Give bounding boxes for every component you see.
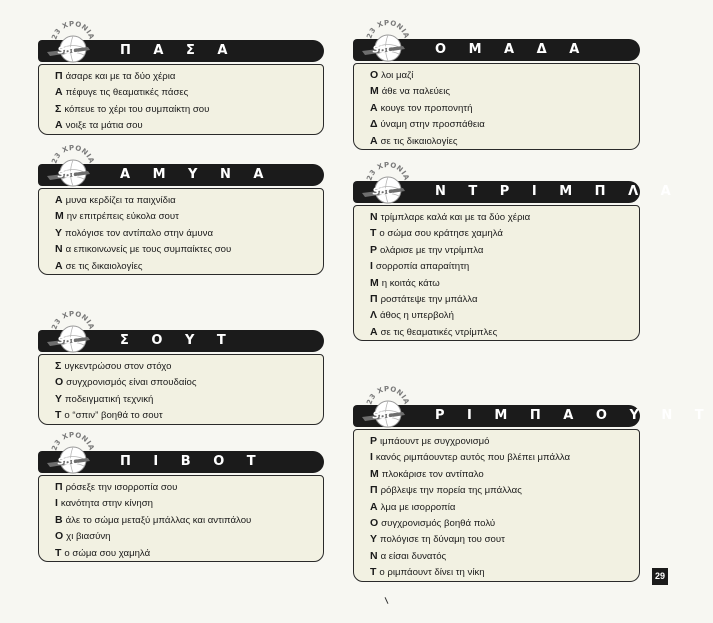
item-text: λοι μαζί (381, 70, 414, 81)
section-header (38, 143, 324, 186)
item-text: ο σώμα σου κράτησε χαμηλά (379, 228, 503, 240)
svg-text:23 ΧΡΟΝΙΑ: 23 ΧΡΟΝΙΑ (50, 309, 96, 331)
item-text: α είσαι δυνατός (380, 550, 447, 562)
initial-letter: Α (55, 119, 63, 132)
initial-letter: Τ (55, 409, 62, 422)
sbc-logo-icon (44, 19, 102, 65)
initial-letter: Π (370, 484, 378, 497)
section-box (38, 354, 324, 425)
list-item (39, 407, 323, 423)
svg-text:23 ΧΡΟΝΙΑ: 23 ΧΡΟΝΙΑ (50, 19, 96, 41)
section-header (38, 309, 324, 352)
list-item (39, 495, 323, 511)
initial-letter: Υ (55, 392, 63, 405)
list-item (354, 209, 639, 225)
sbc-logo-icon (359, 384, 417, 430)
list-item (354, 67, 639, 83)
list-item (354, 531, 639, 547)
initial-letter: Υ (370, 533, 378, 546)
scan-mark (385, 597, 389, 604)
initial-letter: Ν (55, 243, 63, 256)
initial-letter: Β (55, 513, 63, 526)
section-omada (353, 18, 640, 150)
list-item (39, 68, 323, 84)
item-text: ο σώμα σου χαμηλά (64, 547, 151, 559)
initial-letter: Π (55, 70, 63, 82)
item-text: ποδειγματική τεχνική (65, 393, 154, 405)
initial-letter: Ο (370, 516, 379, 529)
item-text: κανότητα στην κίνηση (60, 498, 153, 510)
item-text: συγχρονισμός είναι σπουδαίος (66, 377, 197, 389)
list-item (39, 528, 323, 544)
item-text: κουγε τον προπονητή (380, 102, 473, 114)
item-text: τρίμπλαρε καλά και με τα δύο χέρια (380, 212, 531, 223)
list-item (354, 275, 639, 291)
item-text: α επικοινωνείς με τους συμπαίκτες σου (65, 244, 232, 256)
list-item (39, 374, 323, 390)
list-item (354, 291, 639, 307)
item-text: ύναμη στην προσπάθεια (380, 119, 485, 131)
svg-text:SBC: SBC (57, 45, 79, 57)
page-number: 29 (652, 568, 668, 585)
list-item (354, 433, 639, 449)
section-box (38, 64, 324, 135)
initial-letter: Ο (55, 376, 64, 389)
list-item (39, 241, 323, 257)
initial-letter: Α (55, 86, 63, 99)
item-text: άσαρε και με τα δύο χέρια (65, 71, 176, 82)
list-item (354, 258, 639, 274)
list-item (39, 391, 323, 407)
initial-letter: Τ (370, 227, 377, 240)
initial-letter: Ρ (370, 243, 378, 256)
initial-letter: Ν (370, 211, 378, 223)
item-text: πλοκάρισε τον αντίπαλο (381, 468, 484, 480)
initial-letter: Μ (370, 467, 379, 480)
initial-letter: Σ (55, 360, 62, 372)
svg-text:SBC: SBC (372, 410, 394, 422)
item-text: άθος η υπερβολή (380, 310, 454, 322)
section-box (38, 188, 324, 275)
list-item (354, 133, 639, 149)
svg-text:23 ΧΡΟΝΙΑ: 23 ΧΡΟΝΙΑ (50, 430, 96, 452)
list-item (354, 307, 639, 323)
initial-letter: Υ (55, 226, 63, 239)
item-text: ην επιτρέπεις εύκολα σουτ (66, 211, 179, 223)
section-header (38, 430, 324, 473)
initial-letter: Ι (55, 497, 58, 510)
list-item (354, 564, 639, 580)
section-header (38, 19, 324, 62)
list-item (354, 515, 639, 531)
item-text: σε τις θεαματικές ντρίμπλες (380, 326, 498, 338)
sbc-logo-icon (44, 309, 102, 355)
list-item (354, 83, 639, 99)
initial-letter: Τ (55, 546, 62, 559)
list-item (39, 225, 323, 241)
section-title: Ρ Ι Μ Π Α Ο Υ Ν Τ (435, 408, 713, 423)
item-text: ρόσεξε την ισορροπία σου (65, 482, 178, 493)
initial-letter: Μ (370, 85, 379, 98)
initial-letter: Τ (370, 566, 377, 579)
svg-text:SBC: SBC (372, 186, 394, 198)
list-item (39, 258, 323, 274)
initial-letter: Α (55, 194, 63, 206)
svg-text:SBC: SBC (57, 169, 79, 181)
section-pivot (38, 430, 324, 562)
initial-letter: Ν (370, 549, 378, 562)
list-item (354, 499, 639, 515)
initial-letter: Ι (370, 260, 373, 273)
list-item (354, 466, 639, 482)
sbc-logo-icon (44, 430, 102, 476)
list-item (39, 479, 323, 495)
initial-letter: Ι (370, 451, 373, 464)
svg-text:23 ΧΡΟΝΙΑ: 23 ΧΡΟΝΙΑ (50, 143, 96, 165)
item-text: ολάρισε με την ντρίμπλα (380, 244, 484, 256)
list-item (39, 208, 323, 224)
sbc-logo-icon (44, 143, 102, 189)
item-text: η κοιτάς κάτω (381, 277, 440, 289)
section-box (353, 429, 640, 582)
item-text: ιμπάουντ με συγχρονισμό (380, 436, 490, 447)
initial-letter: Α (370, 134, 378, 147)
list-item (39, 512, 323, 528)
section-pasa (38, 19, 324, 135)
initial-letter: Π (370, 292, 378, 305)
list-item (354, 482, 639, 498)
item-text: ροστάτεψε την μπάλλα (380, 293, 478, 305)
initial-letter: Ρ (370, 435, 378, 447)
section-header (353, 160, 680, 203)
list-item (354, 100, 639, 116)
item-text: άθε να παλεύεις (381, 86, 450, 98)
section-box (353, 63, 640, 150)
svg-text:23 ΧΡΟΝΙΑ: 23 ΧΡΟΝΙΑ (365, 18, 411, 40)
svg-text:SBC: SBC (57, 456, 79, 468)
item-text: χι βιασύνη (66, 531, 111, 543)
initial-letter: Μ (55, 210, 64, 223)
item-text: σορροπία απαραίτητη (375, 261, 470, 273)
list-item (354, 225, 639, 241)
initial-letter: Α (370, 101, 378, 114)
list-item (354, 324, 639, 340)
initial-letter: Α (370, 500, 378, 513)
section-amyna (38, 143, 324, 275)
list-item (354, 548, 639, 564)
sbc-logo-icon (359, 18, 417, 64)
item-text: πολόγισε τον αντίπαλο στην άμυνα (65, 227, 214, 239)
initial-letter: Ο (370, 69, 379, 81)
list-item (39, 117, 323, 133)
list-item (39, 101, 323, 117)
item-text: σε τις δικαιολογίες (380, 135, 458, 147)
section-ntrimpla (353, 160, 680, 341)
item-text: κανός ριμπάουντερ αυτός που βλέπει μπάλλα (375, 452, 571, 464)
list-item (39, 84, 323, 100)
item-text: υγκεντρώσου στον στόχο (64, 361, 172, 372)
svg-text:SBC: SBC (372, 44, 394, 56)
list-item (39, 192, 323, 208)
initial-letter: Σ (55, 102, 62, 115)
svg-text:23 ΧΡΟΝΙΑ: 23 ΧΡΟΝΙΑ (365, 384, 411, 406)
list-item (39, 545, 323, 561)
initial-letter: Α (55, 259, 63, 272)
section-box (38, 475, 324, 562)
initial-letter: Μ (370, 276, 379, 289)
initial-letter: Δ (370, 118, 378, 131)
section-box (353, 205, 640, 341)
section-title: Σ Ο Υ Τ (120, 333, 235, 348)
item-text: λμα με ισορροπία (380, 501, 456, 513)
item-text: άλε το σώμα μεταξύ μπάλλας και αντιπάλου (65, 514, 252, 526)
list-item (354, 116, 639, 132)
item-text: μυνα κερδίζει τα παιχνίδια (65, 195, 176, 206)
initial-letter: Ο (55, 530, 64, 543)
item-text: ο “σπιν” βοηθά το σουτ (64, 410, 163, 422)
section-title: Π Α Σ Α (120, 43, 237, 58)
item-text: νοιξε τα μάτια σου (65, 120, 143, 132)
sbc-logo-icon (359, 160, 417, 206)
list-item (354, 242, 639, 258)
item-text: κόπευε το χέρι του συμπαίκτη σου (64, 103, 210, 115)
section-title: Π Ι Β Ο Τ (120, 454, 265, 469)
section-title: Ν Τ Ρ Ι Μ Π Λ Α (435, 184, 680, 199)
svg-text:SBC: SBC (57, 335, 79, 347)
item-text: πέφυγε τις θεαματικές πάσες (65, 87, 189, 99)
initial-letter: Λ (370, 309, 378, 322)
item-text: συγχρονισμός βοηθά πολύ (381, 517, 496, 529)
section-header (353, 18, 640, 61)
initial-letter: Α (370, 325, 378, 338)
svg-text:23 ΧΡΟΝΙΑ: 23 ΧΡΟΝΙΑ (365, 160, 411, 182)
item-text: ο ριμπάουντ δίνει τη νίκη (379, 567, 485, 579)
item-text: πολόγισε τη δύναμη του σουτ (380, 534, 505, 546)
section-header (353, 384, 713, 427)
list-item (354, 449, 639, 465)
list-item (39, 358, 323, 374)
item-text: σε τις δικαιολογίες (65, 260, 143, 272)
section-title: Α Μ Υ Ν Α (120, 167, 273, 182)
section-title: Ο Μ Α Δ Α (435, 42, 589, 57)
initial-letter: Π (55, 481, 63, 493)
section-sout (38, 309, 324, 425)
item-text: ρόβλεψε την πορεία της μπάλλας (380, 485, 522, 497)
